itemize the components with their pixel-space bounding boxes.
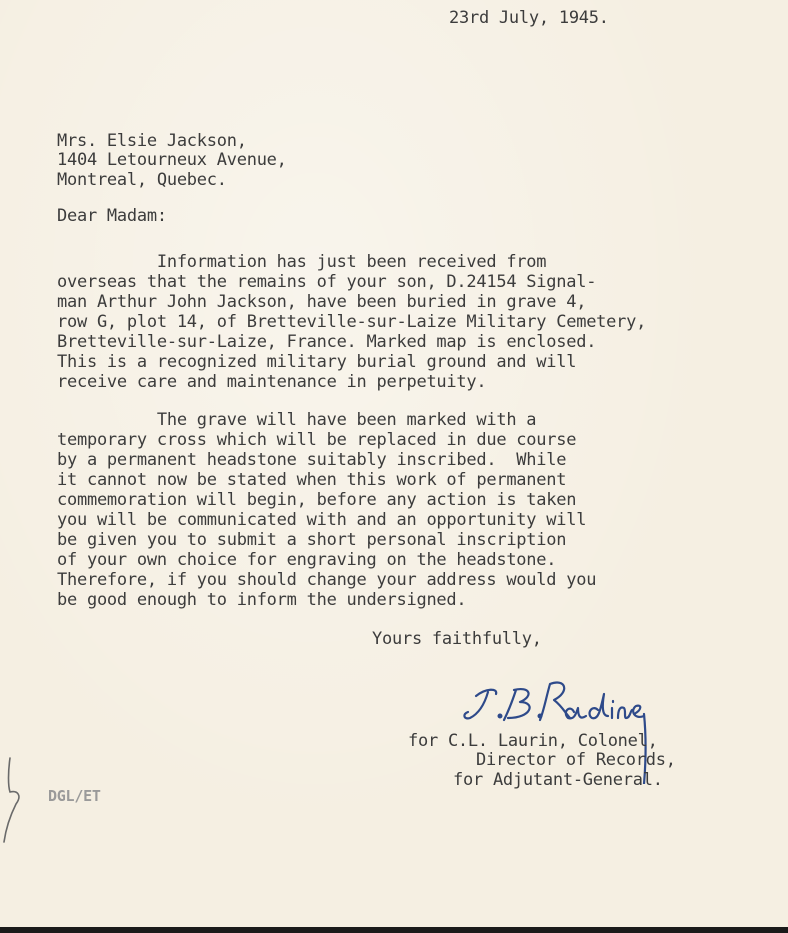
paragraph-1-line: man Arthur John Jackson, have been buried in grave 4, — [57, 292, 587, 312]
paragraph-2-line: of your own choice for engraving on the headstone. — [57, 550, 557, 570]
signatory-line-3: for Adjutant-General. — [453, 770, 663, 790]
paragraph-1-line: Bretteville-sur-Laize, France. Marked map is enclosed. — [57, 332, 597, 352]
paragraph-1-line: overseas that the remains of your son, D.24154 Signal- — [57, 272, 597, 292]
letter-date: 23rd July, 1945. — [449, 8, 609, 28]
signatory-line-2: Director of Records, — [476, 750, 676, 770]
paragraph-2-line: you will be communicated with and an opportunity will — [57, 510, 587, 530]
reference-initials: DGL/ET — [48, 787, 101, 805]
paragraph-2-line: temporary cross which will be replaced in due course — [57, 430, 577, 450]
margin-pencil-mark — [0, 752, 40, 852]
paragraph-1-line: Information has just been received from — [57, 252, 547, 272]
address-line-street: 1404 Letourneux Avenue, — [57, 150, 287, 170]
page-bottom-edge — [0, 927, 788, 933]
paragraph-1 — [57, 252, 646, 392]
paragraph-1-line: row G, plot 14, of Bretteville-sur-Laize Military Cemetery, — [57, 312, 647, 332]
paragraph-2-line: be given you to submit a short personal inscription — [57, 530, 567, 550]
paragraph-2-line: commemoration will begin, before any action is taken — [57, 490, 577, 510]
salutation: Dear Madam: — [57, 206, 167, 226]
paragraph-2-line: be good enough to inform the undersigned. — [57, 590, 467, 610]
address-line-city: Montreal, Quebec. — [57, 170, 227, 190]
signatory-line-1: for C.L. Laurin, Colonel, — [408, 731, 658, 751]
closing: Yours faithfully, — [372, 629, 542, 649]
paragraph-1-line: This is a recognized military burial ground and will — [57, 352, 577, 372]
paragraph-2-line: by a permanent headstone suitably inscribed. While — [57, 450, 567, 470]
paragraph-2-line: it cannot now be stated when this work of permanent — [57, 470, 567, 490]
paragraph-2-line: The grave will have been marked with a — [57, 410, 537, 430]
address-line-name: Mrs. Elsie Jackson, — [57, 131, 247, 151]
paragraph-2 — [57, 410, 596, 610]
paragraph-2-line: Therefore, if you should change your address would you — [57, 570, 597, 590]
paragraph-1-line: receive care and maintenance in perpetuity. — [57, 372, 487, 392]
